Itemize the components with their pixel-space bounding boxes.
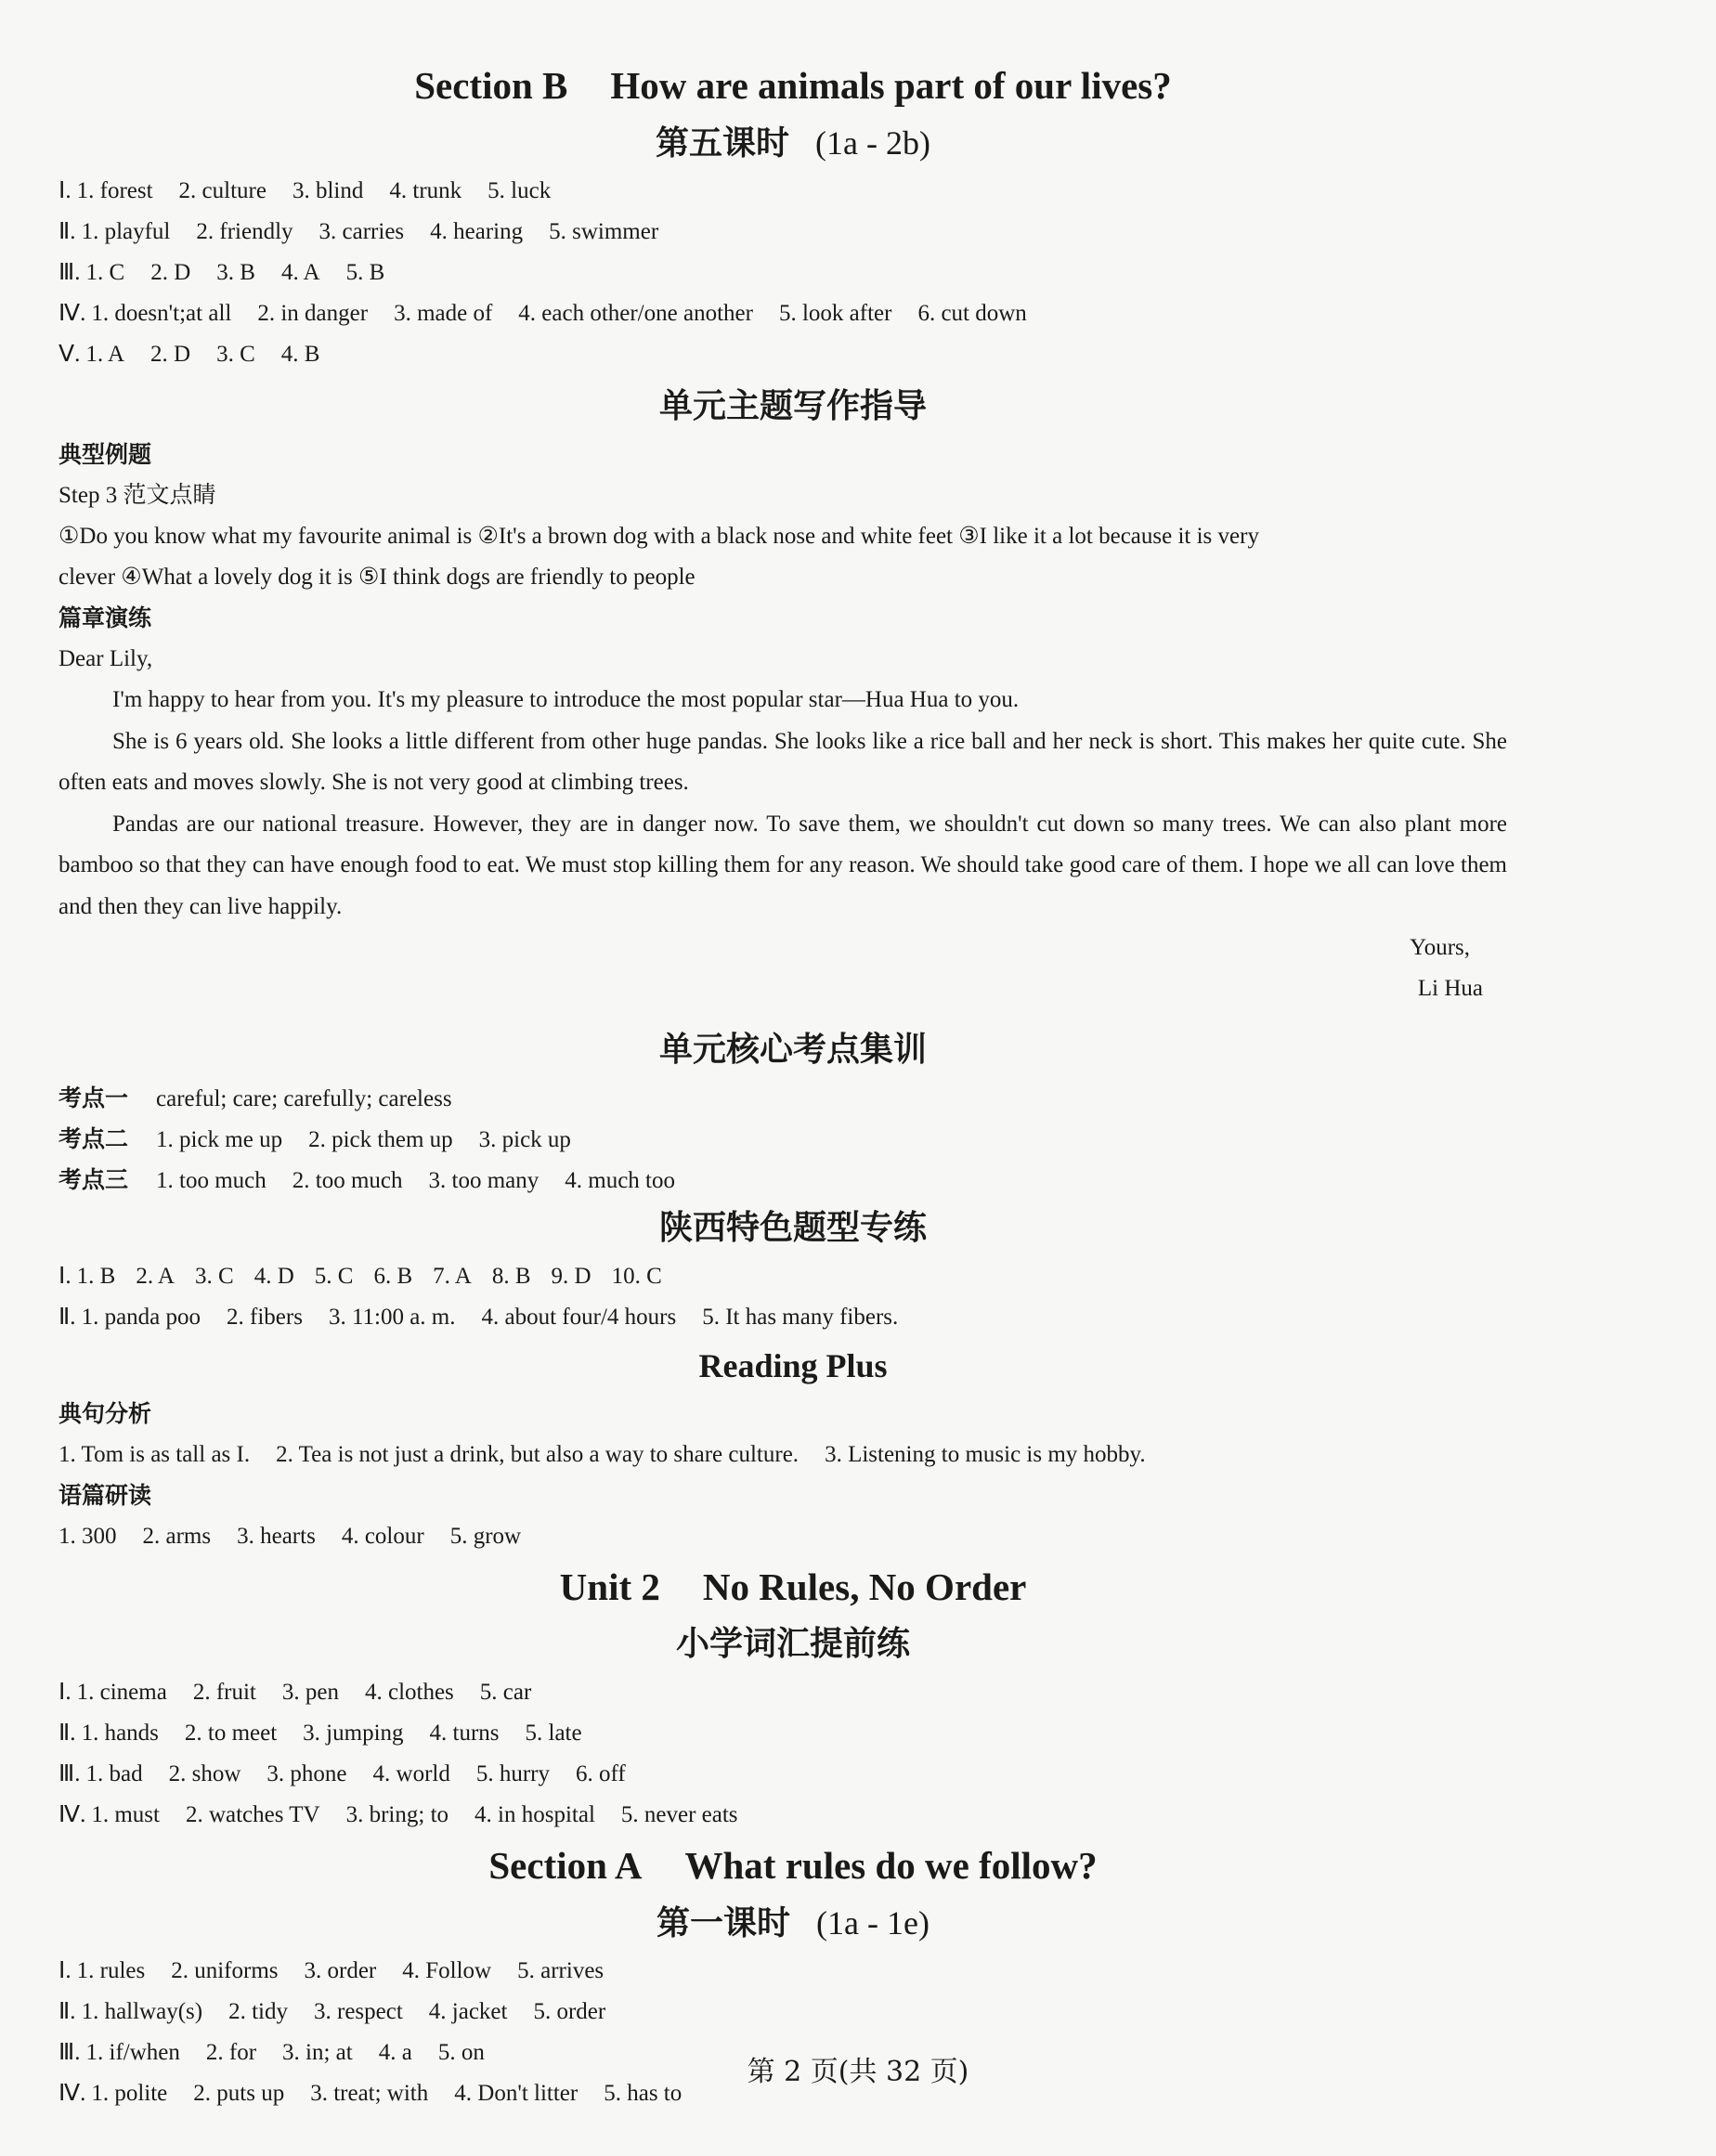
answer-item: 4. B	[280, 342, 320, 367]
answer-item: 3. C	[216, 342, 255, 367]
roman-numeral: Ⅳ.	[58, 1802, 86, 1827]
answer-item: 4. D	[254, 1264, 294, 1289]
answer-item: 5. has to	[604, 2081, 682, 2106]
answer-item: 3. treat; with	[310, 2081, 429, 2106]
answer-item: 4. colour	[341, 1524, 424, 1549]
answer-item: 6. B	[373, 1264, 413, 1289]
letter-greeting: Dear Lily,	[58, 646, 153, 671]
core-points-heading: 单元核心考点集训	[658, 1031, 927, 1069]
answer-item: 2. tidy	[228, 1999, 288, 2024]
roman-numeral: Ⅴ.	[58, 342, 81, 367]
answer-key-content	[58, 56, 1507, 2114]
answer-item: 6. off	[576, 1761, 626, 1786]
answer-item: 5. hurry	[475, 1761, 550, 1786]
roman-numeral: Ⅳ.	[58, 301, 86, 326]
core-row-1	[58, 1078, 1507, 1119]
answer-item: 3. Listening to music is my hobby.	[825, 1442, 1146, 1467]
answer-item: 4. jacket	[428, 1999, 508, 2024]
answer-item: 1. doesn't;at all	[91, 301, 232, 326]
roman-numeral: Ⅱ.	[58, 1721, 76, 1746]
answer-item: 5. B	[345, 260, 385, 285]
practice-label: 篇章演练	[58, 604, 152, 631]
answer-item: 1. A	[85, 342, 125, 367]
answer-row	[58, 1256, 1507, 1297]
roman-numeral: Ⅱ.	[58, 1305, 76, 1330]
answer-item: 3. phone	[266, 1761, 347, 1786]
answer-item: 2. fibers	[227, 1305, 303, 1330]
answer-item: 5. It has many fibers.	[702, 1305, 899, 1330]
letter-signature: Li Hua	[1417, 976, 1483, 1001]
letter-paragraph-2: She is 6 years old. She looks a little different from other huge pandas. She looks like a rice ball and her neck is short. This makes her quite cute. She often eats and moves slowly. She is not very good at climbing trees.	[58, 728, 1507, 795]
answer-item: 5. look after	[778, 301, 892, 326]
answer-item: 4. hearing	[430, 219, 524, 244]
answer-item: 3. carries	[318, 219, 405, 244]
section-a-title	[79, 1836, 1507, 1895]
answer-item: 2. watches TV	[185, 1802, 320, 1827]
answer-item: 5. never eats	[620, 1802, 738, 1827]
answer-item: 5. arrives	[517, 1958, 604, 1983]
roman-numeral: Ⅲ.	[58, 2040, 81, 2065]
answer-item: 1. must	[91, 1802, 160, 1827]
core-label: 考点二	[58, 1125, 129, 1152]
answer-item: 2. culture	[178, 178, 266, 203]
lesson-5-heading	[79, 115, 1507, 171]
answer-item: 1. B	[76, 1264, 116, 1289]
answer-item: 3. 11:00 a. m.	[328, 1305, 456, 1330]
step-label: Step 3 范文点睛	[58, 483, 216, 508]
answer-item: 4. about four/4 hours	[481, 1305, 677, 1330]
answer-item: 10. C	[611, 1264, 662, 1289]
answer-item: 2. for	[205, 2040, 257, 2065]
sample-line-1: ①Do you know what my favourite animal is ②It's a brown dog with a black nose and white feet ③I like it a lot because it is very	[58, 524, 1259, 549]
roman-numeral: Ⅲ.	[58, 260, 81, 285]
roman-numeral: Ⅳ.	[58, 2081, 86, 2106]
answer-item: 2. show	[168, 1761, 241, 1786]
unit-2-title	[79, 1557, 1507, 1617]
answer-item: 3. jumping	[303, 1721, 404, 1746]
answer-item: 4. A	[280, 260, 320, 285]
answer-item: 1. hands	[81, 1721, 159, 1746]
answer-item: 3. made of	[394, 301, 493, 326]
roman-numeral: Ⅱ.	[58, 1999, 76, 2024]
answer-item: 1. rules	[76, 1958, 146, 1983]
section-a-question: What rules do we follow?	[684, 1844, 1098, 1887]
letter-paragraph-3: Pandas are our national treasure. However, they are in danger now. To save them, we shouldn't cut down so many trees. We can also plant more bamboo so that they can have enough food to eat. We must stop killing them for any reason. We should take good care of them. I hope we all can love them and then they can live happily.	[58, 811, 1507, 919]
answer-item: 2. too much	[292, 1168, 403, 1193]
answer-row	[58, 1672, 1507, 1713]
answer-item: 2. to meet	[184, 1721, 278, 1746]
answer-item: 2. arms	[142, 1524, 212, 1549]
answer-item: 5. late	[525, 1721, 582, 1746]
answer-item: 4. Don't litter	[454, 2081, 578, 2106]
lesson-5-title: 第五课时	[656, 124, 790, 162]
answer-item: 3. respect	[314, 1999, 403, 2024]
answer-item: 1. 300	[58, 1524, 117, 1549]
answer-item: 2. pick them up	[308, 1127, 453, 1152]
answer-item: 1. playful	[81, 219, 171, 244]
answer-item: 3. hearts	[237, 1524, 316, 1549]
answer-item: 4. each other/one another	[518, 301, 753, 326]
unit-2-label: Unit 2	[559, 1565, 660, 1608]
answer-item: 3. bring; to	[345, 1802, 449, 1827]
unit-2-name: No Rules, No Order	[702, 1565, 1027, 1608]
answer-item: 2. A	[136, 1264, 175, 1289]
answer-item: 1. cinema	[76, 1680, 167, 1705]
lesson-1-heading	[79, 1895, 1507, 1951]
answer-item: 4. clothes	[364, 1680, 454, 1705]
page-footer: 第 2 页(共 32 页)	[747, 2056, 969, 2088]
answer-item: 4. Follow	[402, 1958, 492, 1983]
answer-row	[58, 1297, 1507, 1338]
roman-numeral: Ⅰ.	[58, 1958, 72, 1983]
answer-item: 7. A	[433, 1264, 472, 1289]
answer-item: 1. bad	[85, 1761, 143, 1786]
answer-item: 3. too many	[428, 1168, 540, 1193]
answer-row	[58, 253, 1507, 293]
answer-item: 3. in; at	[282, 2040, 353, 2065]
sentence-answers	[58, 1435, 1507, 1475]
answer-item: 4. world	[372, 1761, 450, 1786]
letter-closing: Yours,	[1410, 935, 1470, 960]
answer-item: 5. luck	[488, 178, 552, 203]
answer-item: 2. D	[150, 260, 191, 285]
section-a-label: Section A	[488, 1844, 643, 1887]
sample-line-2: clever ④What a lovely dog it is ⑤I think dogs are friendly to people	[58, 565, 696, 590]
answer-row	[58, 212, 1507, 253]
section-b-answers	[58, 171, 1507, 375]
lesson-5-range: (1a - 2b)	[815, 124, 930, 162]
answer-item: 3. pick up	[478, 1127, 571, 1152]
answer-item: 1. C	[85, 260, 125, 285]
answer-item: 9. D	[551, 1264, 592, 1289]
core-label: 考点一	[58, 1084, 129, 1111]
answer-row	[58, 1754, 1507, 1795]
core-row-2	[58, 1119, 1507, 1160]
sentence-analysis-label: 典句分析	[58, 1400, 152, 1427]
answer-item: 5. order	[533, 1999, 606, 2024]
answer-item: 4. in hospital	[474, 1802, 595, 1827]
shaanxi-heading: 陕西特色题型专练	[658, 1209, 927, 1247]
answer-item: 5. grow	[449, 1524, 522, 1549]
roman-numeral: Ⅰ.	[58, 178, 72, 203]
answer-item: 2. in danger	[257, 301, 369, 326]
section-b-question: How are animals part of our lives?	[610, 64, 1172, 107]
answer-item: 3. C	[195, 1264, 234, 1289]
core-label: 考点三	[58, 1166, 129, 1193]
answer-item: 4. much too	[565, 1168, 676, 1193]
reading-plus-heading: Reading Plus	[698, 1347, 888, 1384]
answer-item: 8. B	[491, 1264, 531, 1289]
passage-answers	[58, 1516, 1507, 1557]
roman-numeral: Ⅱ.	[58, 219, 76, 244]
answer-item: 5. swimmer	[549, 219, 659, 244]
answer-item: 4. turns	[429, 1721, 500, 1746]
answer-row	[58, 171, 1507, 212]
answer-item: 1. Tom is as tall as I.	[58, 1442, 251, 1467]
example-label: 典型例题	[58, 441, 152, 468]
writing-guide-heading: 单元主题写作指导	[658, 387, 927, 425]
lesson-1-title: 第一课时	[656, 1904, 791, 1942]
answer-item: 5. C	[314, 1264, 354, 1289]
roman-numeral: Ⅰ.	[58, 1680, 72, 1705]
section-b-title	[79, 56, 1507, 115]
answer-row	[58, 293, 1507, 334]
passage-study-label: 语篇研读	[58, 1482, 152, 1509]
answer-row	[58, 1713, 1507, 1754]
lesson-1-range: (1a - 1e)	[816, 1904, 930, 1942]
section-b-label: Section B	[414, 64, 568, 107]
vocab-heading: 小学词汇提前练	[675, 1625, 910, 1663]
core-row-3	[58, 1160, 1507, 1201]
answer-item: 4. a	[378, 2040, 412, 2065]
answer-item: 6. cut down	[917, 301, 1027, 326]
answer-item: 3. B	[216, 260, 255, 285]
letter-paragraph-1: I'm happy to hear from you. It's my pleasure to introduce the most popular star—Hua Hua to you.	[112, 687, 1020, 712]
answer-item: 1. if/when	[85, 2040, 180, 2065]
answer-item: careful; care; carefully; careless	[156, 1086, 452, 1111]
answer-item: 2. D	[150, 342, 191, 367]
answer-row	[58, 1951, 1507, 1992]
roman-numeral: Ⅰ.	[58, 1264, 72, 1289]
answer-item: 4. trunk	[389, 178, 462, 203]
answer-item: 3. blind	[292, 178, 364, 203]
answer-item: 2. uniforms	[171, 1958, 279, 1983]
answer-row	[58, 1992, 1507, 2033]
answer-item: 1. panda poo	[81, 1305, 202, 1330]
roman-numeral: Ⅲ.	[58, 1761, 81, 1786]
answer-item: 3. order	[304, 1958, 377, 1983]
answer-item: 2. friendly	[196, 219, 293, 244]
answer-item: 1. polite	[91, 2081, 168, 2106]
answer-row	[58, 334, 1507, 375]
answer-item: 2. Tea is not just a drink, but also a way to share culture.	[276, 1442, 800, 1467]
answer-item: 1. too much	[156, 1168, 266, 1193]
answer-item: 1. pick me up	[156, 1127, 283, 1152]
answer-item: 1. hallway(s)	[81, 1999, 203, 2024]
answer-item: 5. car	[479, 1680, 532, 1705]
answer-item: 3. pen	[281, 1680, 339, 1705]
answer-row	[58, 1795, 1507, 1836]
answer-item: 5. on	[437, 2040, 485, 2065]
answer-item: 1. forest	[76, 178, 153, 203]
answer-item: 2. fruit	[192, 1680, 256, 1705]
answer-item: 2. puts up	[193, 2081, 285, 2106]
